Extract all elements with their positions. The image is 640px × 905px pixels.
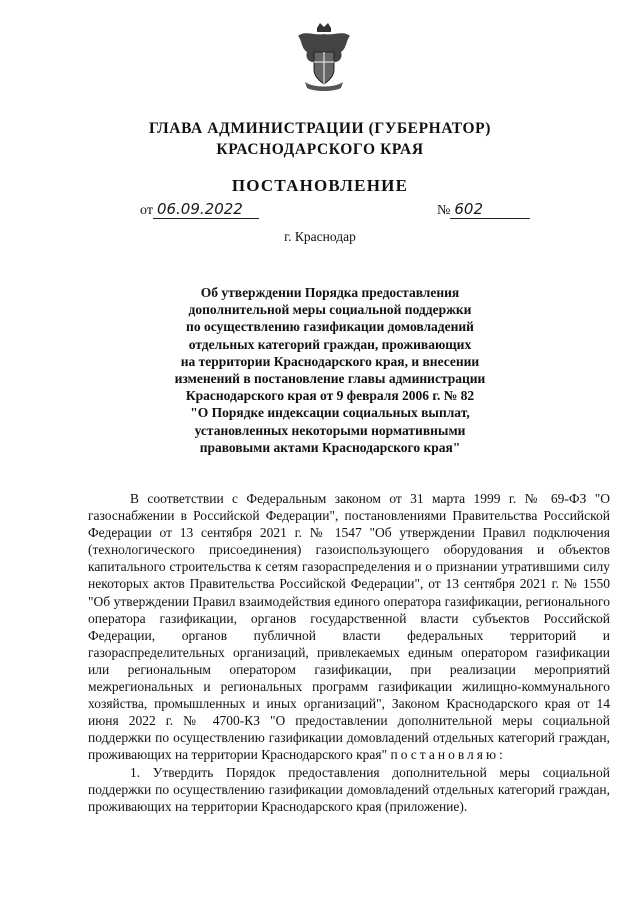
title-line: Об утверждении Порядка предоставления — [200, 285, 460, 300]
document-title — [130, 284, 530, 456]
issuer-title-line-2: КРАСНОДАРСКОГО КРАЯ — [216, 141, 424, 158]
title-line: "О Порядке индексации социальных выплат, — [190, 405, 470, 421]
title-line: дополнительной меры социальной поддержки — [188, 302, 472, 318]
date-prefix: от — [140, 203, 153, 218]
title-line: правовыми актами Краснодарского края" — [199, 439, 461, 455]
title-line: установленных некоторыми нормативными — [194, 422, 466, 438]
issuer-title-line-1: ГЛАВА АДМИНИСТРАЦИИ (ГУБЕРНАТОР) — [149, 120, 491, 137]
document-type: ПОСТАНОВЛЕНИЕ — [231, 176, 409, 195]
document-date-row — [140, 200, 259, 219]
title-line: отдельных категорий граждан, проживающих — [188, 336, 472, 352]
title-line: на территории Краснодарского края, и внесении — [180, 353, 480, 369]
city: г. Краснодар — [284, 229, 356, 244]
document-date: 06.09.2022 — [153, 200, 259, 219]
title-line: по осуществлению газификации домовладений — [186, 319, 474, 335]
coat-of-arms-icon — [295, 22, 353, 92]
decree-word: постановляю: — [390, 747, 506, 763]
title-line: Краснодарского края от 9 февраля 2006 г. № 82 — [185, 388, 475, 404]
preamble-text: В соответствии с Федеральным законом от 31 марта 1999 г. № 69-ФЗ "О газоснабжении в Российской Федерации", постановлениями Правительства Российской Федерации от 13 сентября 2021 г. № 1547 "Об утверждении Правил подключения (технологического присоединения) газоиспользующего оборудования и объектов капитального строительства к сетям газораспределения и о признании утратившими силу некоторых актов Правительства Российской Федерации", от 13 сентября 2021 г. № 1550 "Об утверждении Правил взаимодействия единого оператора газификации, регионального оператора газификации, органов государственной власти субъектов Российской Федерации, органов публичной власти федеральных территорий и газораспределительных организаций, привлекаемых единым оператором газификации или региональным оператором газификации, при реализации мероприятий межрегиональных и региональных программ газификации жилищно-коммунального хозяйства, промышленных и иных организаций", Законом Краснодарского края от 14 июня 2022 г. № 4700-КЗ "О предоставлении дополнительной меры социальной поддержки по осуществлению газификации домовладений отдельных категорий граждан, проживающих на территории Краснодарского края" — [88, 491, 610, 763]
document-number: 602 — [450, 200, 530, 219]
item-1-paragraph: 1. Утвердить Порядок предоставления дополнительной меры социальной поддержки по осуществлению газификации домовладений отдельных категорий граждан, проживающих на территории Краснодарского края (приложение). — [88, 764, 610, 814]
preamble-paragraph — [88, 490, 610, 764]
number-prefix: № — [437, 203, 451, 218]
document-number-row — [437, 200, 530, 219]
document-body — [88, 490, 610, 815]
title-line: изменений в постановление главы администрации — [174, 371, 486, 387]
